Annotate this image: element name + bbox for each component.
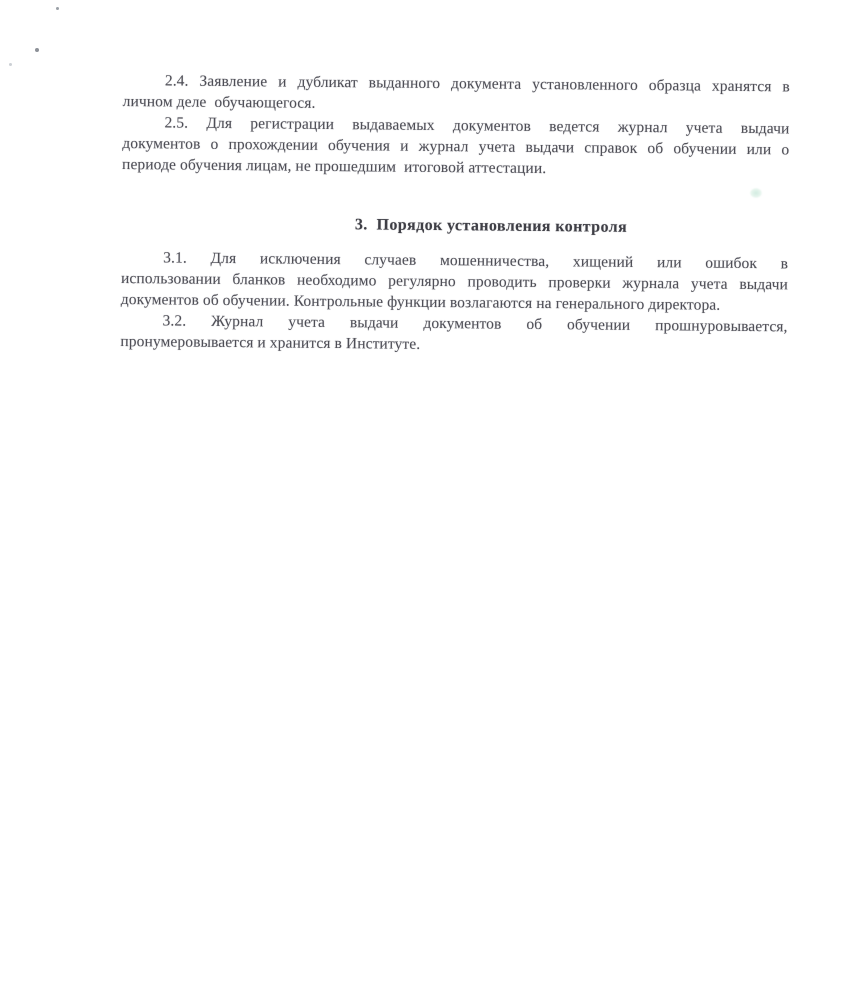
document-text-block	[120, 70, 790, 358]
text-line: 3.1. Для исключения случаев мошенничества, хищений или ошибок в	[163, 249, 789, 273]
text-line: периоде обучения лицам, не прошедшим итоговой аттестации.	[122, 155, 547, 178]
scan-speck-artifact	[35, 48, 39, 52]
paragraph-3-2	[120, 310, 787, 358]
text-line: 2.5. Для регистрации выдаваемых документов ведется журнал учета выдачи	[164, 114, 790, 138]
scan-speck-artifact	[9, 63, 12, 66]
text-line: документов о прохождении обучения и журнал учета выдачи справок об обучении или о	[122, 134, 790, 159]
text-line: личном деле обучающегося.	[122, 92, 316, 112]
text-line: использовании бланков необходимо регулярно проводить проверки журнала учета выдачи	[120, 269, 789, 294]
text-line: пронумеровывается и хранится в Институте.	[120, 332, 421, 353]
paragraph-2-5	[122, 112, 790, 181]
text-line: 2.4. Заявление и дубликат выданного документа установленного образца хранятся в	[164, 72, 790, 96]
text-line: документов об обучении. Контрольные функции возлагаются на генерального директора.	[120, 290, 721, 314]
scan-speck-artifact	[56, 7, 59, 10]
text-line: 3.2. Журнал учета выдачи документов об обучении прошнуровывается,	[162, 312, 788, 336]
paragraph-3-1	[121, 247, 789, 316]
section-heading: 3. Порядок установления контроля	[354, 216, 628, 236]
paragraph-2-4	[123, 70, 790, 118]
